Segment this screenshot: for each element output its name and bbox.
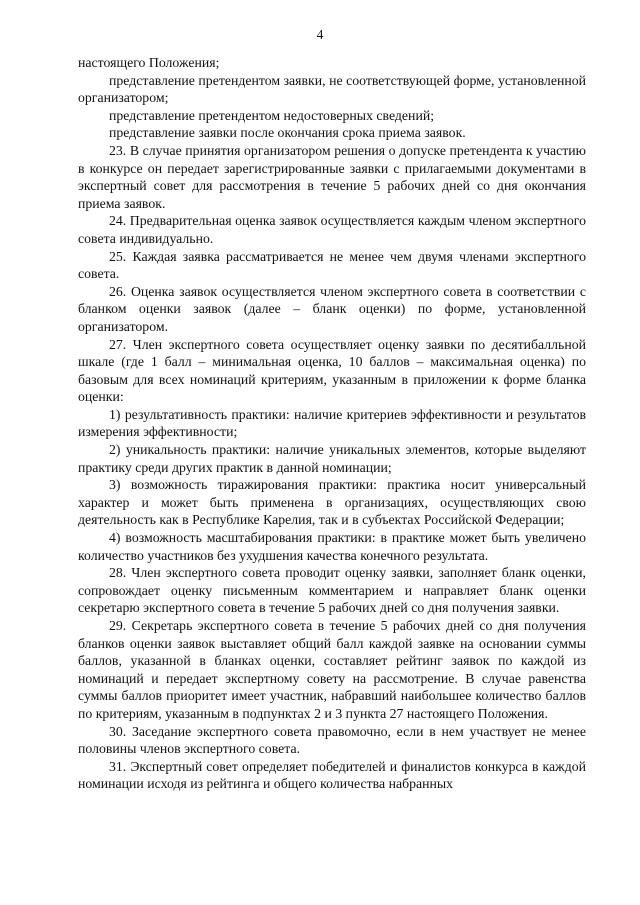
paragraph: 29. Секретарь экспертного совета в течение 5 рабочих дней со дня получения бланков оценки заявок выставляет общий балл каждой заявке на основании суммы баллов, указанной в бланках оценки, составляет рейтинг заявок по каждой из номинаций и передает экспертному совету на рассмотрение. В случае равенства суммы баллов приоритет имеет участник, набравший наибольшее количество баллов по критериям, указанным в подпунктах 2 и 3 пункта 27 настоящего Положения. xyxy=(78,618,586,721)
paragraph: 1) результативность практики: наличие критериев эффективности и результатов измерения эффективности; xyxy=(78,406,586,440)
paragraph: представление претендентом заявки, не соответствующей форме, установленной организатором; xyxy=(78,72,586,106)
paragraph: 30. Заседание экспертного совета правомочно, если в нем участвует не менее половины членов экспертного совета. xyxy=(78,723,586,757)
paragraph: 4) возможность масштабирования практики: в практике может быть увеличено количество участников без ухудшения качества конечного результата. xyxy=(78,530,586,563)
paragraph: 2) уникальность практики: наличие уникальных элементов, которые выделяют практику среди других практик в данной номинации; xyxy=(78,442,586,475)
paragraph: 31. Экспертный совет определяет победителей и финалистов конкурса в каждой номинации исходя из рейтинга и общего количества набранных xyxy=(78,758,586,792)
paragraph: настоящего Положения; xyxy=(78,55,220,70)
paragraph: представление претендентом недостоверных сведений; xyxy=(109,107,435,123)
paragraph: 26. Оценка заявок осуществляется членом экспертного совета в соответствии с бланком оценки заявок (далее – бланк оценки) по форме, установленной организатором. xyxy=(78,283,586,334)
paragraph: 24. Предварительная оценка заявок осуществляется каждым членом экспертного совета индивидуально. xyxy=(78,213,586,246)
paragraph: 3) возможность тиражирования практики: практика носит универсальный характер и может быть применена в организациях, осуществляющих свою деятельность как в Республике Карелия, так и в субъектах Российской Федерации; xyxy=(78,477,586,528)
paragraph: представление заявки после окончания срока приема заявок. xyxy=(109,125,466,141)
paragraph: 27. Член экспертного совета осуществляет оценку заявки по десятибалльной шкале (где 1 балл – минимальная оценка, 10 баллов – максимальная оценка) по базовым для всех номинаций критериям, указанным в приложении к форме бланка оценки: xyxy=(78,336,586,405)
paragraph: 25. Каждая заявка рассматривается не менее чем двумя членами экспертного совета. xyxy=(78,248,586,282)
paragraph: 23. В случае принятия организатором решения о допуске претендента к участию в конкурсе он передает зарегистрированные заявки с прилагаемыми документами в экспертный совет для рассмотрения в течение 5 рабочих дней со дня окончания приема заявок. xyxy=(78,142,586,211)
document-body xyxy=(78,54,586,793)
paragraph: 28. Член экспертного совета проводит оценку заявки, заполняет бланк оценки, сопровождает оценку письменным комментарием и направляет бланк оценки секретарю экспертного совета в течение 5 рабочих дней со дня получения заявки. xyxy=(78,565,586,616)
page-number: 4 xyxy=(316,27,324,42)
